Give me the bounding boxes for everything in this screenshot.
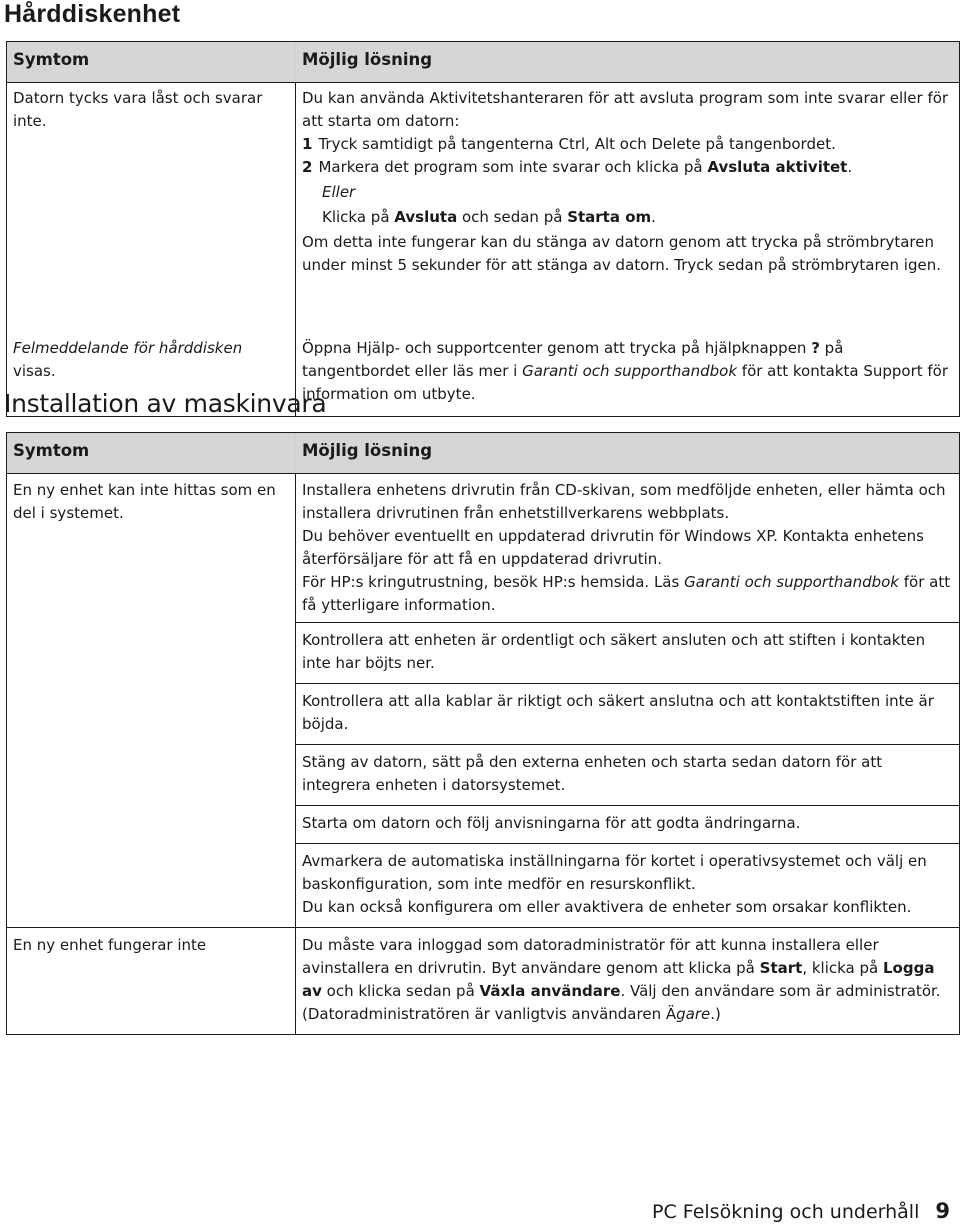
or-text: Eller [322,183,356,201]
solution-text: på tangentbordet eller läs mer i [302,338,844,380]
solution-text [302,571,953,617]
ui-term: Växla användare [479,982,621,1000]
table-row [7,83,960,333]
ui-term: Start [759,959,803,977]
step-1 [302,133,953,156]
symptom-cell [7,745,296,806]
table-row [7,844,960,928]
document-title: Garanti och supporthandbok [684,573,899,591]
solution-text: Du måste vara inloggad som datoradministratör för att kunna installera eller avinstallera en drivrutin. Byt användare genom att klicka på [302,936,879,977]
help-key-symbol: ? [811,338,820,357]
solution-text: Öppna Hjälp- och supportcenter genom att trycka på hjälpknappen [302,338,812,357]
symptom-text: visas. [13,361,56,380]
solution-text: Stäng av datorn, sätt på den externa enheten och starta sedan datorn för att integrera enheten i datorsystemet. [302,753,883,794]
symptom-cell [7,928,296,1035]
hardware-table [6,432,960,1035]
solution-text: .) [710,1005,721,1023]
table-row [7,684,960,745]
step-number: 2 [302,158,313,176]
table-row [7,806,960,844]
solution-text: Avmarkera de automatiska inställningarna för kortet i operativsystemet och välj en baskonfiguration, som inte medför en resurskonflikt. [302,852,927,893]
step-text: Markera det program som inte svarar och klicka på [318,158,708,176]
solution-text: Du behöver eventuellt en uppdaterad drivrutin för Windows XP. Kontakta enhetens återförsäljare för att få en uppdaterad drivrutin. [302,527,924,568]
symptom-cell [7,806,296,844]
solution-cell [296,623,960,684]
solution-text: Installera enhetens drivrutin från CD-skivan, som medföljde enheten, eller hämta och installera drivrutinen från enhetstillverkarens webbplats. [302,481,946,522]
symptom-cell [7,474,296,623]
solution-text: Starta om datorn och följ anvisningarna för att godta ändringarna. [302,814,801,832]
table-header [7,433,960,474]
footer-title: PC Felsökning och underhåll [652,1201,920,1223]
solution-text: Kontrollera att enheten är ordentligt och säkert ansluten och att stiften i kontakten inte har böjts ner. [302,631,926,672]
symptom-cell [7,623,296,684]
solution-text: och klicka sedan på [321,982,480,1000]
solution-text: gare [676,1005,711,1023]
solution-intro: Du kan använda Aktivitetshanteraren för att avsluta program som inte svarar eller för att starta om datorn: [302,89,949,130]
solution-cell [296,745,960,806]
solution-text: . Välj den användare som är administratör. (Datoradministratören är vanligtvis användaren Ä [302,982,941,1023]
symptom-text: Felmeddelande för hårddisken [13,338,243,357]
table-row [7,928,960,1035]
harddisk-table [6,41,960,417]
solution-cell [296,474,960,623]
column-header-symptom: Symtom [7,42,296,83]
page-number: 9 [935,1199,950,1223]
page-footer [652,1199,950,1223]
solution-text: för att kontakta Support för information om utbyte. [302,361,949,403]
alt-text: . [651,208,656,226]
column-header-solution: Möjlig lösning [296,433,960,474]
ui-term: Starta om [567,208,652,226]
solution-cell [296,333,960,417]
solution-text: , klicka på [802,959,883,977]
solution-text: för att få ytterligare information. [302,573,951,614]
symptom-cell [7,684,296,745]
solution-cell [296,844,960,928]
alt-text: Klicka på [322,208,395,226]
ui-term: Logga av [302,959,935,1000]
section-title-hardware: Installation av maskinvara [4,389,327,418]
solution-fallback: Om detta inte fungerar kan du stänga av datorn genom att trycka på strömbrytaren under minst 5 sekunder för att stänga av datorn. Tryck sedan på strömbrytaren igen. [302,233,941,274]
symptom-text: En ny enhet fungerar inte [13,936,207,954]
solution-text: Kontrollera att alla kablar är riktigt och säkert anslutna och att kontaktstiften inte är böjda. [302,692,934,733]
alt-text: och sedan på [457,208,568,226]
table-row [7,745,960,806]
step-text: . [847,158,853,176]
solution-cell [296,928,960,1035]
table-row [7,623,960,684]
step-text: Tryck samtidigt på tangenterna Ctrl, Alt och Delete på tangenbordet. [318,135,836,153]
ui-term: Avsluta aktivitet [707,158,848,176]
column-header-solution: Möjlig lösning [296,42,960,83]
solution-cell [296,83,960,333]
symptom-cell [7,844,296,928]
step-2 [302,156,953,179]
document-title: Garanti och supporthandbok [522,361,738,380]
symptom-text: Datorn tycks vara låst och svarar inte. [13,89,263,130]
symptom-text: En ny enhet kan inte hittas som en del i systemet. [13,481,276,522]
step-number: 1 [302,135,313,153]
solution-cell [296,684,960,745]
solution-cell [296,806,960,844]
table-row [7,474,960,623]
symptom-cell [7,83,296,333]
ui-term: Avsluta [394,208,458,226]
alt-step [302,206,953,229]
section-title-harddisk: Hårddiskenhet [4,0,181,28]
table-header [7,42,960,83]
solution-text: Du kan också konfigurera om eller avaktivera de enheter som orsakar konflikten. [302,898,912,916]
solution-text: För HP:s kringutrustning, besök HP:s hemsida. Läs [302,573,685,591]
column-header-symptom: Symtom [7,433,296,474]
